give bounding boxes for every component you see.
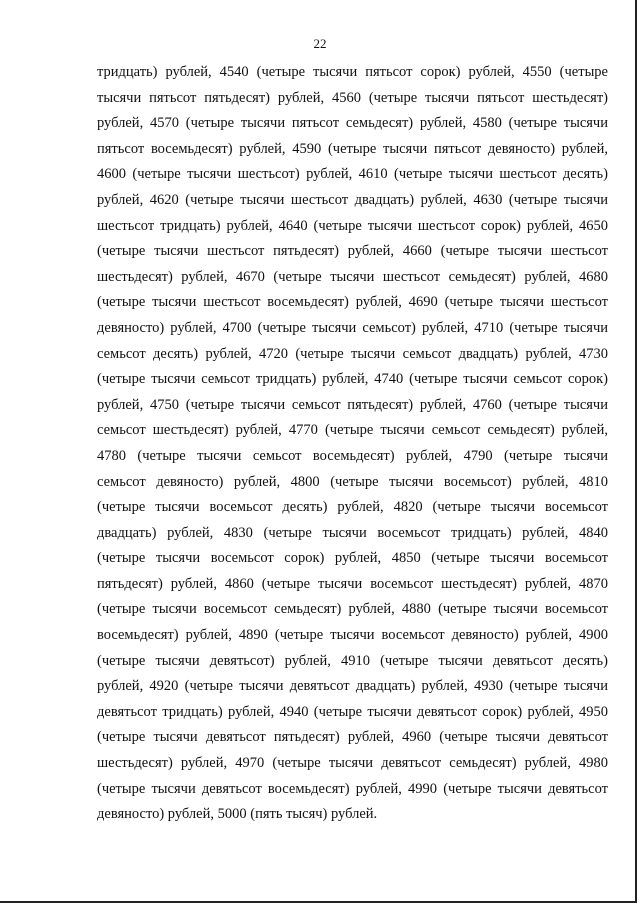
text-line: 4600 (четыре тысячи шестьсот) рублей, 4610 (четыре тысячи шестьсот десять) bbox=[97, 166, 608, 183]
text-line: семьсот шестьдесят) рублей, 4770 (четыре тысячи семьсот семьдесят) рублей, bbox=[97, 422, 608, 439]
text-line: тридцать) рублей, 4540 (четыре тысячи пятьсот сорок) рублей, 4550 (четыре bbox=[97, 64, 608, 80]
text-line: (четыре тысячи восемьсот семьдесят) рублей, 4880 (четыре тысячи восемьсот bbox=[97, 601, 608, 618]
text-line: (четыре тысячи восемьсот сорок) рублей, 4850 (четыре тысячи восемьсот bbox=[97, 550, 608, 567]
text-line: (четыре тысячи семьсот тридцать) рублей, 4740 (четыре тысячи семьсот сорок) bbox=[97, 371, 608, 388]
page-number: 22 bbox=[313, 36, 327, 51]
text-line: (четыре тысячи восемьсот десять) рублей, 4820 (четыре тысячи восемьсот bbox=[97, 499, 608, 516]
text-line: шестьсот тридцать) рублей, 4640 (четыре тысячи шестьсот сорок) рублей, 4650 bbox=[97, 217, 608, 234]
text-line-last: девяносто) рублей, 5000 (пять тысяч) рублей. bbox=[97, 806, 378, 823]
text-line: пятьсот восемьдесят) рублей, 4590 (четыре тысячи пятьсот девяносто) рублей, bbox=[97, 140, 608, 157]
text-line: девяносто) рублей, 4700 (четыре тысячи семьсот) рублей, 4710 (четыре тысячи bbox=[97, 319, 608, 336]
document-body bbox=[97, 60, 608, 828]
text-line: (четыре тысячи шестьсот пятьдесят) рублей, 4660 (четыре тысячи шестьсот bbox=[97, 243, 608, 260]
text-line: 4780 (четыре тысячи семьсот восемьдесят) рублей, 4790 (четыре тысячи bbox=[97, 447, 608, 464]
text-line: семьсот десять) рублей, 4720 (четыре тысячи семьсот двадцать) рублей, 4730 bbox=[97, 345, 608, 362]
text-line: восемьдесят) рублей, 4890 (четыре тысячи восемьсот девяносто) рублей, 4900 bbox=[97, 627, 608, 644]
text-line: (четыре тысячи девятьсот восемьдесят) рублей, 4990 (четыре тысячи девятьсот bbox=[97, 780, 608, 797]
text-line: девятьсот тридцать) рублей, 4940 (четыре тысячи девятьсот сорок) рублей, 4950 bbox=[97, 703, 608, 720]
text-line: семьсот девяносто) рублей, 4800 (четыре тысячи восемьсот) рублей, 4810 bbox=[97, 473, 608, 490]
text-line: тысячи пятьсот пятьдесят) рублей, 4560 (четыре тысячи пятьсот шестьдесят) bbox=[97, 89, 608, 106]
text-line: шестьдесят) рублей, 4970 (четыре тысячи девятьсот семьдесят) рублей, 4980 bbox=[97, 755, 608, 772]
text-line: рублей, 4570 (четыре тысячи пятьсот семьдесят) рублей, 4580 (четыре тысячи bbox=[97, 115, 608, 132]
text-line: (четыре тысячи девятьсот) рублей, 4910 (четыре тысячи девятьсот десять) bbox=[97, 652, 608, 669]
text-line: (четыре тысячи девятьсот пятьдесят) рублей, 4960 (четыре тысячи девятьсот bbox=[97, 729, 608, 746]
text-line: (четыре тысячи шестьсот восемьдесят) рублей, 4690 (четыре тысячи шестьсот bbox=[97, 294, 608, 311]
text-line: рублей, 4920 (четыре тысячи девятьсот двадцать) рублей, 4930 (четыре тысячи bbox=[97, 678, 608, 695]
text-line: рублей, 4620 (четыре тысячи шестьсот двадцать) рублей, 4630 (четыре тысячи bbox=[97, 191, 608, 208]
text-line: пятьдесят) рублей, 4860 (четыре тысячи восемьсот шестьдесят) рублей, 4870 bbox=[97, 575, 608, 592]
text-line: двадцать) рублей, 4830 (четыре тысячи восемьсот тридцать) рублей, 4840 bbox=[97, 524, 608, 541]
text-line: рублей, 4750 (четыре тысячи семьсот пятьдесят) рублей, 4760 (четыре тысячи bbox=[97, 396, 608, 413]
text-line: шестьдесят) рублей, 4670 (четыре тысячи шестьсот семьдесят) рублей, 4680 bbox=[97, 268, 608, 285]
